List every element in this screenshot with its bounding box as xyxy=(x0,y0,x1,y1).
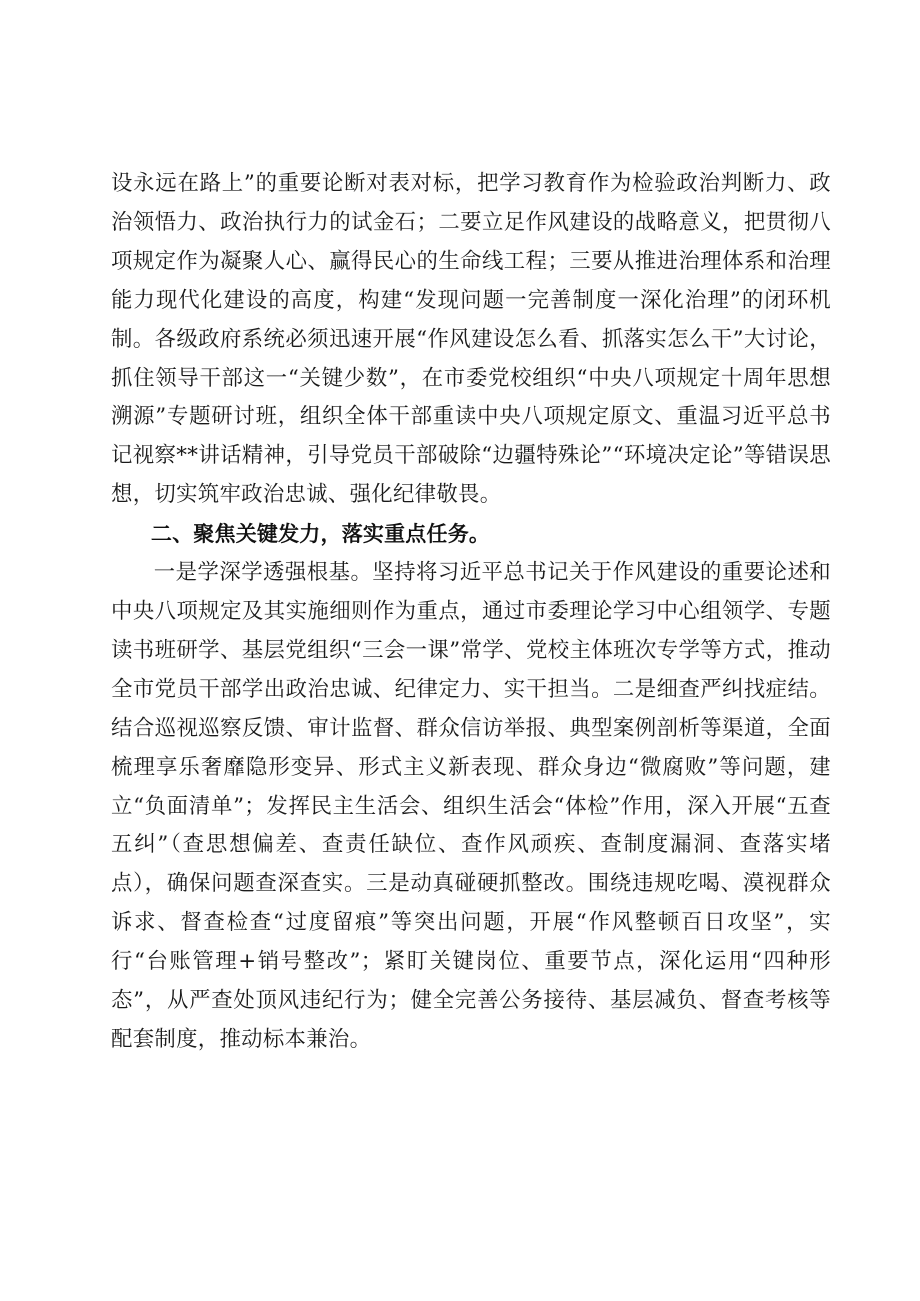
section-heading: 二、聚焦关键发力，落实重点任务。 xyxy=(150,522,491,547)
body-paragraph: 设永远在路上”的重要论断对表对标，把学习教育作为检验政治判断力、政治领悟力、政治执行力的试金石；二要立足作风建设的战略意义，把贯彻八项规定作为凝聚人心、赢得民心的生命线工程；三要从推进治理体系和治理能力现代化建设的高度，构建“发现问题一完善制度一深化治理”的闭环机制。各级政府系统必须迅速开展“作风建设怎么看、抓落实怎么干”大讨论，抓住领导干部这一“关键少数”，在市委党校组织“中央八项规定十周年思想溯源”专题研讨班，组织全体干部重读中央八项规定原文、重温习近平总书记视察**讲话精神，引导党员干部破除“边疆特殊论”“环境决定论”等错误思想，切实筑牢政治忠诚、强化纪律敬畏。 xyxy=(111,171,831,508)
body-paragraph: 一是学深学透强根基。坚持将习近平总书记关于作风建设的重要论述和中央八项规定及其实施细则作为重点，通过市委理论学习中心组领学、专题读书班研学、基层党组织“三会一课”常学、党校主体班次专学等方式，推动全市党员干部学出政治忠诚、纪律定力、实干担当。二是细查严纠找症结。结合巡视巡察反馈、审计监督、群众信访举报、典型案例剖析等渠道，全面梳理享乐奢靡隐形变异、形式主义新表现、群众身边“微腐败”等问题，建立“负面清单”；发挥民主生活会、组织生活会“体检”作用，深入开展“五查五纠”（查思想偏差、查责任缺位、查作风顽疾、查制度漏洞、查落实堵点），确保问题查深查实。三是动真碰硬抓整改。围绕违规吃喝、漠视群众诉求、督查检查“过度留痕”等突出问题，开展“作风整顿百日攻坚”，实行“台账管理+销号整改”；紧盯关键岗位、重要节点，深化运用“四种形态”，从严查处顶风违纪行为；健全完善公务接待、基层减负、督查考核等配套制度，推动标本兼治。 xyxy=(111,560,831,1052)
document-body xyxy=(111,165,831,1060)
